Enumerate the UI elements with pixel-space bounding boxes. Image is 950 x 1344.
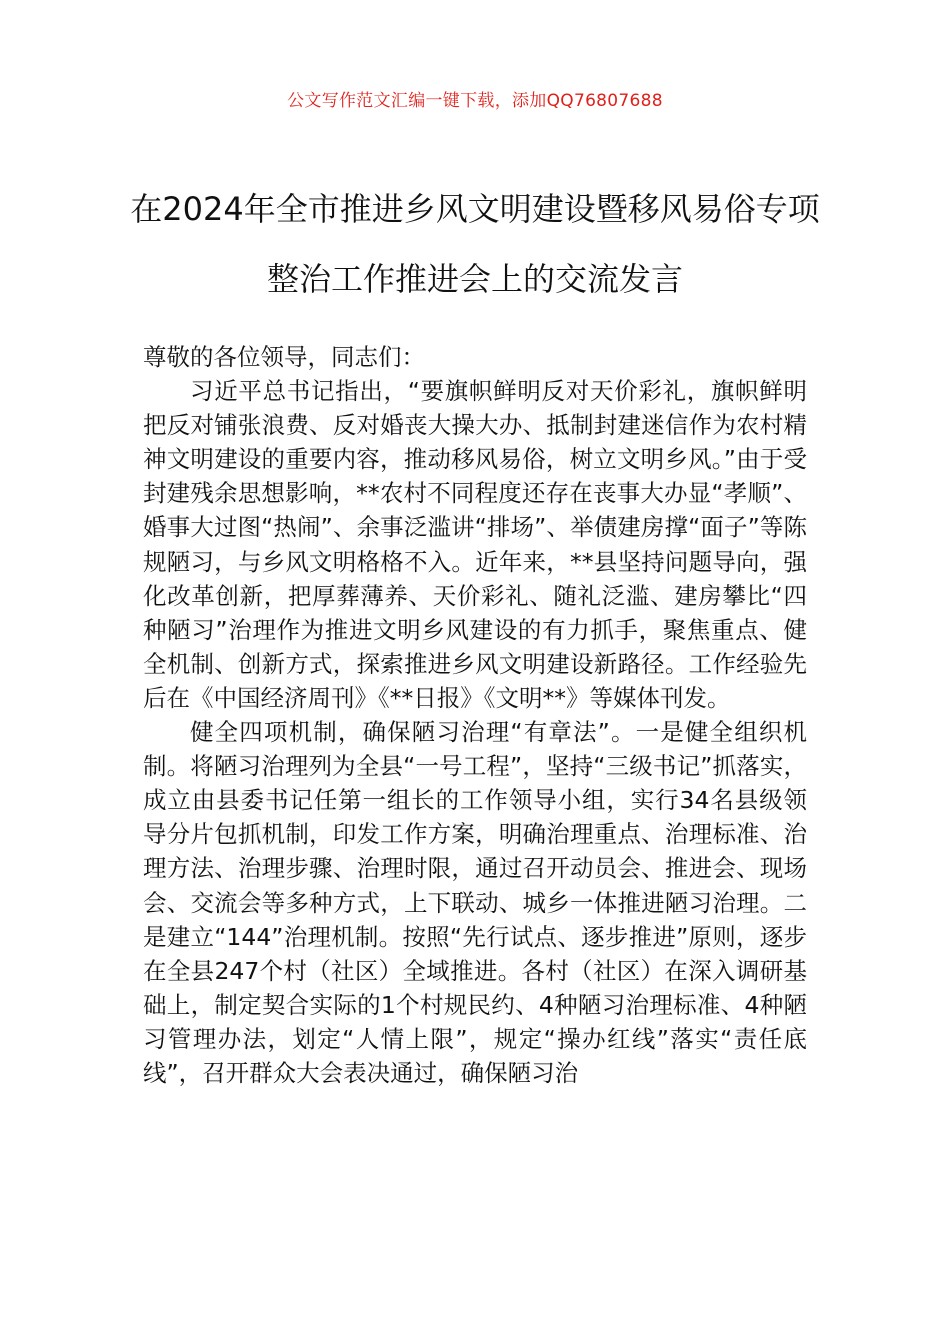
document-body — [143, 340, 807, 1090]
document-title: 在2024年全市推进乡风文明建设暨移风易俗专项整治工作推进会上的交流发言 — [130, 190, 820, 298]
salutation: 尊敬的各位领导，同志们： — [143, 343, 425, 371]
download-notice: 公文写作范文汇编一键下载，添加QQ76807688 — [287, 91, 663, 111]
paragraph-mechanisms: 健全四项机制，确保陋习治理“有章法”。一是健全组织机制。将陋习治理列为全县“一号工程”，坚持“三级书记”抓落实，成立由县委书记任第一组长的工作领导小组，实行34名县级领导分片包抓机制，印发工作方案，明确治理重点、治理标准、治理方法、治理步骤、治理时限，通过召开动员会、推进会、现场会、交流会等多种方式，上下联动、城乡一体推进陋习治理。二是建立“144”治理机制。按照“先行试点、逐步推进”原则，逐步在全县247个村（社区）全域推进。各村（社区）在深入调研基础上，制定契合实际的1个村规民约、4种陋习治理标准、4种陋习管理办法，划定“人情上限”，规定“操办红线”落实“责任底线”，召开群众大会表决通过，确保陋习治 — [143, 718, 807, 1087]
paragraph-intro: 习近平总书记指出，“要旗帜鲜明反对天价彩礼，旗帜鲜明把反对铺张浪费、反对婚丧大操大办、抵制封建迷信作为农村精神文明建设的重要内容，推动移风易俗，树立文明乡风。”由于受封建残余思想影响，**农村不同程度还存在丧事大办显“孝顺”、婚事大过图“热闹”、余事泛滥讲“排场”、举债建房撑“面子”等陈规陋习，与乡风文明格格不入。近年来，**县坚持问题导向，强化改革创新，把厚葬薄养、天价彩礼、随礼泛滥、建房攀比“四种陋习”治理作为推进文明乡风建设的有力抓手，聚焦重点、健全机制、创新方式，探索推进乡风文明建设新路径。工作经验先后在《中国经济周刊》《**日报》《文明**》等媒体刊发。 — [143, 377, 807, 712]
